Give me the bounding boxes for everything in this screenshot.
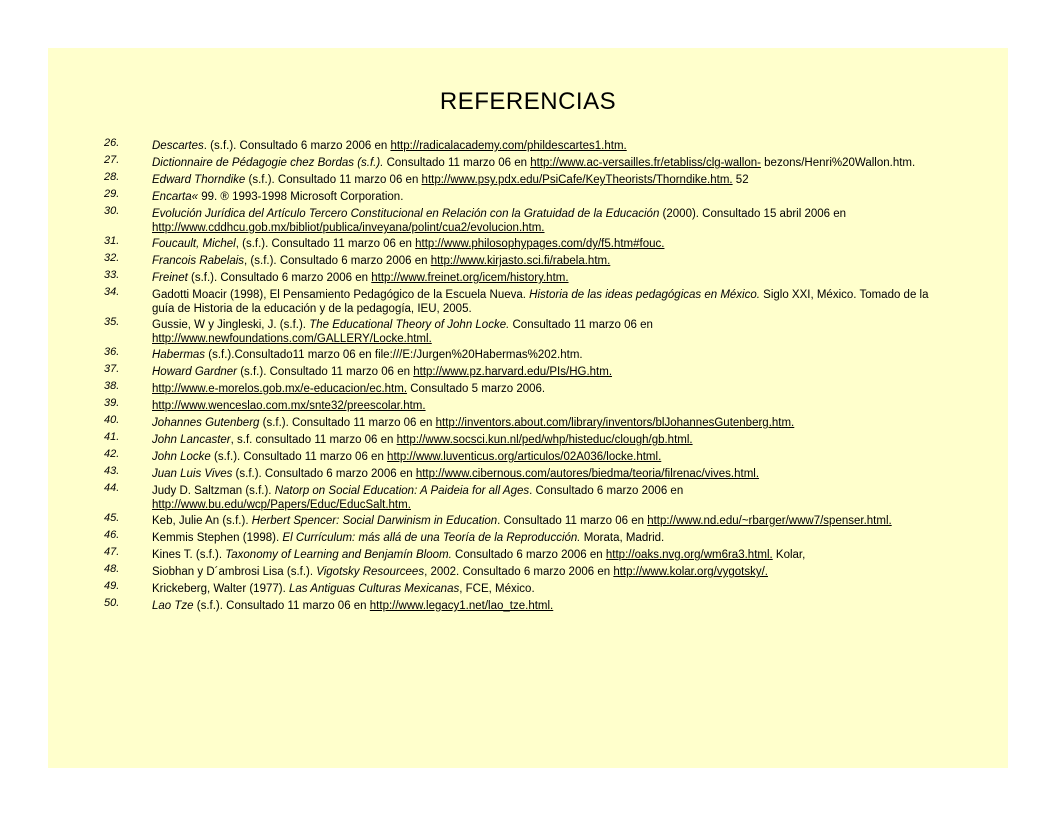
reference-segment: Krickeberg, Walter (1977). xyxy=(152,583,289,595)
reference-link[interactable]: http://www.legacy1.net/lao_tze.html. xyxy=(369,600,554,612)
reference-number: 42. xyxy=(104,448,120,460)
reference-link[interactable]: http://www.pz.harvard.edu/PIs/HG.htm. xyxy=(413,366,613,378)
reference-segment: . Consultado 11 marzo 06 en xyxy=(497,515,648,527)
reference-segment: Kines T. (s.f.). xyxy=(152,549,226,561)
reference-number: 28. xyxy=(104,171,120,183)
reference-text xyxy=(152,365,934,380)
reference-number: 46. xyxy=(104,529,120,541)
reference-segment: , (s.f.). Consultado 11 marzo 06 en xyxy=(235,238,416,250)
reference-segment: Consultado 11 marzo 06 en xyxy=(383,157,531,169)
reference-segment: . (s.f.). Consultado 6 marzo 2006 en xyxy=(203,140,391,152)
reference-text xyxy=(152,207,934,235)
reference-number: 50. xyxy=(104,597,120,609)
reference-text xyxy=(152,156,934,171)
reference-segment: Keb, Julie An (s.f.). xyxy=(152,515,252,527)
reference-segment: (s.f.). Consultado 6 marzo 2006 en xyxy=(187,272,372,284)
reference-title: Encarta« xyxy=(152,191,199,203)
reference-title: Historia de las ideas pedagógicas en México. xyxy=(529,289,760,301)
reference-title: Natorp on Social Education: A Paideia for all Ages xyxy=(274,485,530,497)
reference-number: 32. xyxy=(104,252,120,264)
reference-item xyxy=(104,365,934,380)
slide xyxy=(48,48,1008,768)
reference-text xyxy=(152,288,934,316)
reference-text xyxy=(152,382,934,397)
reference-segment: 52 xyxy=(732,174,749,186)
reference-text xyxy=(152,254,934,269)
reference-title: Evolución Jurídica del Artículo Tercero Constitucional en Relación con la Gratuidad de la Educación xyxy=(152,208,660,220)
reference-text xyxy=(152,531,934,546)
reference-segment: 99. ® 1993-1998 Microsoft Corporation. xyxy=(198,191,404,203)
reference-segment: Kolar, xyxy=(772,549,806,561)
reference-text xyxy=(152,565,934,580)
reference-number: 48. xyxy=(104,563,120,575)
reference-title: Howard Gardner xyxy=(152,366,238,378)
reference-title: Johannes Gutenberg xyxy=(152,417,260,429)
reference-number: 45. xyxy=(104,512,120,524)
reference-number: 34. xyxy=(104,286,120,298)
reference-number: 39. xyxy=(104,397,120,409)
reference-link[interactable]: http://www.freinet.org/icem/history.htm. xyxy=(371,272,569,284)
reference-number: 37. xyxy=(104,363,120,375)
reference-link[interactable]: http://www.cddhcu.gob.mx/bibliot/publica/inveyana/polint/cua2/evolucion.htm. xyxy=(152,222,545,234)
reference-title: The Educational Theory of John Locke. xyxy=(309,319,510,331)
reference-link[interactable]: http://www.cibernous.com/autores/biedma/teoria/filrenac/vives.html. xyxy=(415,468,760,480)
reference-list xyxy=(104,139,934,616)
reference-title: Freinet xyxy=(152,272,188,284)
reference-segment: (s.f.). Consultado 11 marzo 06 en xyxy=(245,174,422,186)
reference-segment: (s.f.). Consultado 6 marzo 2006 en xyxy=(232,468,416,480)
reference-number: 41. xyxy=(104,431,120,443)
reference-number: 47. xyxy=(104,546,120,558)
reference-segment: , (s.f.). Consultado 6 marzo 2006 en xyxy=(244,255,431,267)
reference-segment: (s.f.). Consultado 11 marzo 06 en xyxy=(259,417,436,429)
reference-item xyxy=(104,450,934,465)
reference-item xyxy=(104,254,934,269)
reference-link[interactable]: http://www.wenceslao.com.mx/snte32/preescolar.htm. xyxy=(152,400,426,412)
reference-text xyxy=(152,348,934,363)
reference-item xyxy=(104,288,934,316)
reference-item xyxy=(104,514,934,529)
reference-title: Lao Tze xyxy=(152,600,194,612)
reference-link[interactable]: http://www.nd.edu/~rbarger/www7/spenser.html. xyxy=(647,515,892,527)
reference-segment: Kemmis Stephen (1998). xyxy=(152,532,283,544)
reference-text xyxy=(152,514,934,529)
reference-item xyxy=(104,484,934,512)
page-title: REFERENCIAS xyxy=(439,88,617,115)
reference-item xyxy=(104,416,934,431)
reference-title: Vigotsky Resourcees xyxy=(316,566,425,578)
reference-link[interactable]: http://www.socsci.kun.nl/ped/whp/histeduc/clough/gb.html. xyxy=(396,434,693,446)
reference-text xyxy=(152,190,934,205)
reference-segment: (s.f.).Consultado11 marzo 06 en file:///E:/Jurgen%20Habermas%202.htm. xyxy=(205,349,583,361)
reference-number: 30. xyxy=(104,205,120,217)
reference-number: 38. xyxy=(104,380,120,392)
reference-segment: Gussie, W y Jingleski, J. (s.f.). xyxy=(152,319,310,331)
reference-number: 33. xyxy=(104,269,120,281)
reference-link[interactable]: http://radicalacademy.com/phildescartes1.htm. xyxy=(390,140,627,152)
reference-segment: (s.f.). Consultado 11 marzo 06 en xyxy=(193,600,370,612)
reference-item xyxy=(104,207,934,235)
reference-segment: Consultado 5 marzo 2006. xyxy=(407,383,546,395)
reference-link[interactable]: http://oaks.nvg.org/wm6ra3.html. xyxy=(605,549,773,561)
reference-text xyxy=(152,484,934,512)
reference-segment: (2000). Consultado 15 abril 2006 en xyxy=(659,208,847,220)
reference-item xyxy=(104,433,934,448)
reference-link[interactable]: http://www.luventicus.org/articulos/02A036/locke.html. xyxy=(387,451,662,463)
reference-title: Francois Rabelais xyxy=(152,255,245,267)
reference-text xyxy=(152,237,934,252)
reference-item xyxy=(104,399,934,414)
reference-number: 49. xyxy=(104,580,120,592)
reference-title: Habermas xyxy=(152,349,206,361)
reference-segment: Consultado 11 marzo 06 en xyxy=(509,319,653,331)
reference-text xyxy=(152,450,934,465)
reference-item xyxy=(104,271,934,286)
reference-segment: bezons/Henri%20Wallon.htm. xyxy=(760,157,916,169)
reference-item xyxy=(104,190,934,205)
reference-number: 26. xyxy=(104,137,120,149)
reference-item xyxy=(104,237,934,252)
reference-link[interactable]: http://www.bu.edu/wcp/Papers/Educ/EducSalt.htm. xyxy=(152,499,411,511)
reference-title: John Locke xyxy=(152,451,211,463)
reference-text xyxy=(152,433,934,448)
reference-segment: , s.f. consultado 11 marzo 06 en xyxy=(230,434,397,446)
reference-number: 36. xyxy=(104,346,120,358)
reference-segment: (s.f.). Consultado 11 marzo 06 en xyxy=(210,451,388,463)
reference-number: 27. xyxy=(104,154,120,166)
reference-segment: (s.f.). Consultado 11 marzo 06 en xyxy=(237,366,414,378)
reference-text xyxy=(152,582,934,597)
reference-title: John Lancaster xyxy=(152,434,231,446)
reference-number: 35. xyxy=(104,316,120,328)
reference-segment: , 2002. Consultado 6 marzo 2006 en xyxy=(424,566,614,578)
reference-text xyxy=(152,271,934,286)
reference-item xyxy=(104,565,934,580)
reference-title: Las Antiguas Culturas Mexicanas xyxy=(288,583,460,595)
reference-title: Taxonomy of Learning and Benjamín Bloom. xyxy=(225,549,452,561)
reference-segment: Siglo XXI, México. Tomado de la guía de Historia de la educación y de la pedagogía, IEU, 2005. xyxy=(152,289,929,315)
reference-number: 44. xyxy=(104,482,120,494)
reference-link[interactable]: http://www.kirjasto.sci.fi/rabela.htm. xyxy=(430,255,611,267)
reference-segment: Morata, Madrid. xyxy=(580,532,665,544)
reference-item xyxy=(104,348,934,363)
reference-item xyxy=(104,318,934,346)
reference-link[interactable]: http://www.ac-versailles.fr/etabliss/clg-wallon- xyxy=(530,157,761,169)
reference-link[interactable]: http://www.psy.pdx.edu/PsiCafe/KeyTheorists/Thorndike.htm. xyxy=(421,174,733,186)
reference-number: 31. xyxy=(104,235,120,247)
reference-text xyxy=(152,416,934,431)
reference-text xyxy=(152,467,934,482)
reference-item xyxy=(104,382,934,397)
reference-text xyxy=(152,318,934,346)
reference-segment: Judy D. Saltzman (s.f.). xyxy=(152,485,275,497)
reference-text xyxy=(152,139,934,154)
reference-link[interactable]: http://www.e-morelos.gob.mx/e-educacion/ec.htm. xyxy=(152,383,408,395)
reference-number: 40. xyxy=(104,414,120,426)
reference-link[interactable]: http://inventors.about.com/library/inventors/blJohannesGutenberg.htm. xyxy=(435,417,795,429)
reference-text xyxy=(152,548,934,563)
reference-link[interactable]: http://www.kolar.org/vygotsky/. xyxy=(613,566,768,578)
reference-text xyxy=(152,599,934,614)
reference-item xyxy=(104,531,934,546)
reference-segment: . Consultado 6 marzo 2006 en xyxy=(529,485,684,497)
reference-segment: Consultado 6 marzo 2006 en xyxy=(451,549,606,561)
reference-number: 43. xyxy=(104,465,120,477)
reference-segment: , FCE, México. xyxy=(459,583,535,595)
reference-text xyxy=(152,173,934,188)
reference-item xyxy=(104,467,934,482)
reference-text xyxy=(152,399,934,414)
reference-item xyxy=(104,599,934,614)
reference-title: Descartes xyxy=(152,140,204,152)
reference-title: Dictionnaire de Pédagogie chez Bordas (s.f.). xyxy=(152,157,384,169)
reference-title: Herbert Spencer: Social Darwinism in Education xyxy=(251,515,498,527)
reference-item xyxy=(104,548,934,563)
reference-segment: Gadotti Moacir (1998), El Pensamiento Pedagógico de la Escuela Nueva. xyxy=(152,289,530,301)
reference-item xyxy=(104,173,934,188)
reference-number: 29. xyxy=(104,188,120,200)
reference-item xyxy=(104,139,934,154)
reference-segment: Siobhan y D´ambrosi Lisa (s.f.). xyxy=(152,566,317,578)
reference-title: Foucault, Michel xyxy=(152,238,236,250)
reference-title: Edward Thorndike xyxy=(152,174,246,186)
reference-item xyxy=(104,156,934,171)
reference-title: Juan Luis Vives xyxy=(152,468,233,480)
reference-title: El Currículum: más allá de una Teoría de la Reproducción. xyxy=(282,532,581,544)
reference-link[interactable]: http://www.philosophypages.com/dy/f5.htm#fouc. xyxy=(415,238,665,250)
reference-item xyxy=(104,582,934,597)
reference-link[interactable]: http://www.newfoundations.com/GALLERY/Locke.html. xyxy=(152,333,432,345)
